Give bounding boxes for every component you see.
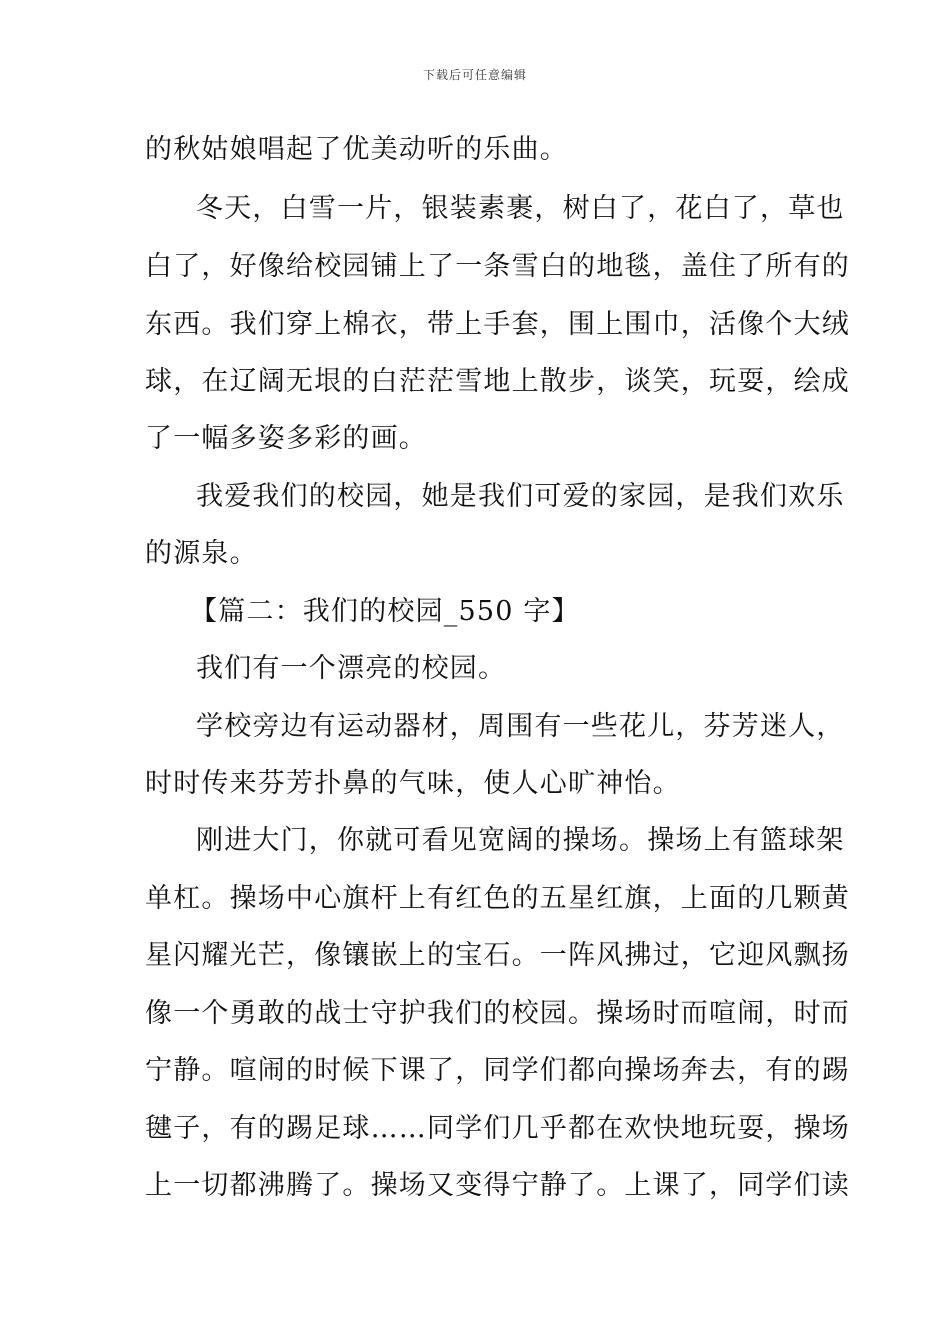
text-line: 了一幅多姿多彩的画。 (145, 423, 427, 454)
text-line: 单杠。操场中心旗杆上有红色的五星红旗，上面的几颗黄 (145, 883, 850, 914)
text-line: 白了，好像给校园铺上了一条雪白的地毯，盖住了所有的 (145, 251, 850, 282)
section-heading: 【篇二：我们的校园_550 字】 (190, 596, 580, 627)
text-line: 时时传来芬芳扑鼻的气味，使人心旷神怡。 (145, 768, 681, 799)
text-line: 刚进大门，你就可看见宽阔的操场。操场上有篮球架 (196, 825, 845, 856)
text-line: 冬天，白雪一片，银装素裹，树白了，花白了，草也 (196, 193, 845, 224)
text-line: 星闪耀光芒，像镶嵌上的宝石。一阵风拂过，它迎风飘扬 (145, 940, 850, 971)
text-line: 的秋姑娘唱起了优美动听的乐曲。 (145, 134, 568, 165)
text-line: 我们有一个漂亮的校园。 (196, 653, 507, 684)
text-line: 学校旁边有运动器材，周围有一些花儿，芬芳迷人， (196, 711, 845, 742)
text-line: 东西。我们穿上棉衣，带上手套，围上围巾，活像个大绒 (145, 309, 850, 340)
page-header: 下载后可任意编辑 (422, 68, 527, 82)
text-line: 球，在辽阔无垠的白茫茫雪地上散步，谈笑，玩耍，绘成 (145, 366, 850, 397)
text-line: 宁静。喧闹的时候下课了，同学们都向操场奔去，有的踢 (145, 1055, 850, 1086)
text-line: 毽子，有的踢足球……同学们几乎都在欢快地玩耍，操场 (145, 1113, 850, 1144)
text-line: 我爱我们的校园，她是我们可爱的家园，是我们欢乐 (196, 481, 845, 512)
text-line: 上一切都沸腾了。操场又变得宁静了。上课了，同学们读 (145, 1170, 850, 1201)
text-line: 像一个勇敢的战士守护我们的校园。操场时而喧闹，时而 (145, 998, 850, 1029)
text-line: 的源泉。 (145, 538, 258, 569)
